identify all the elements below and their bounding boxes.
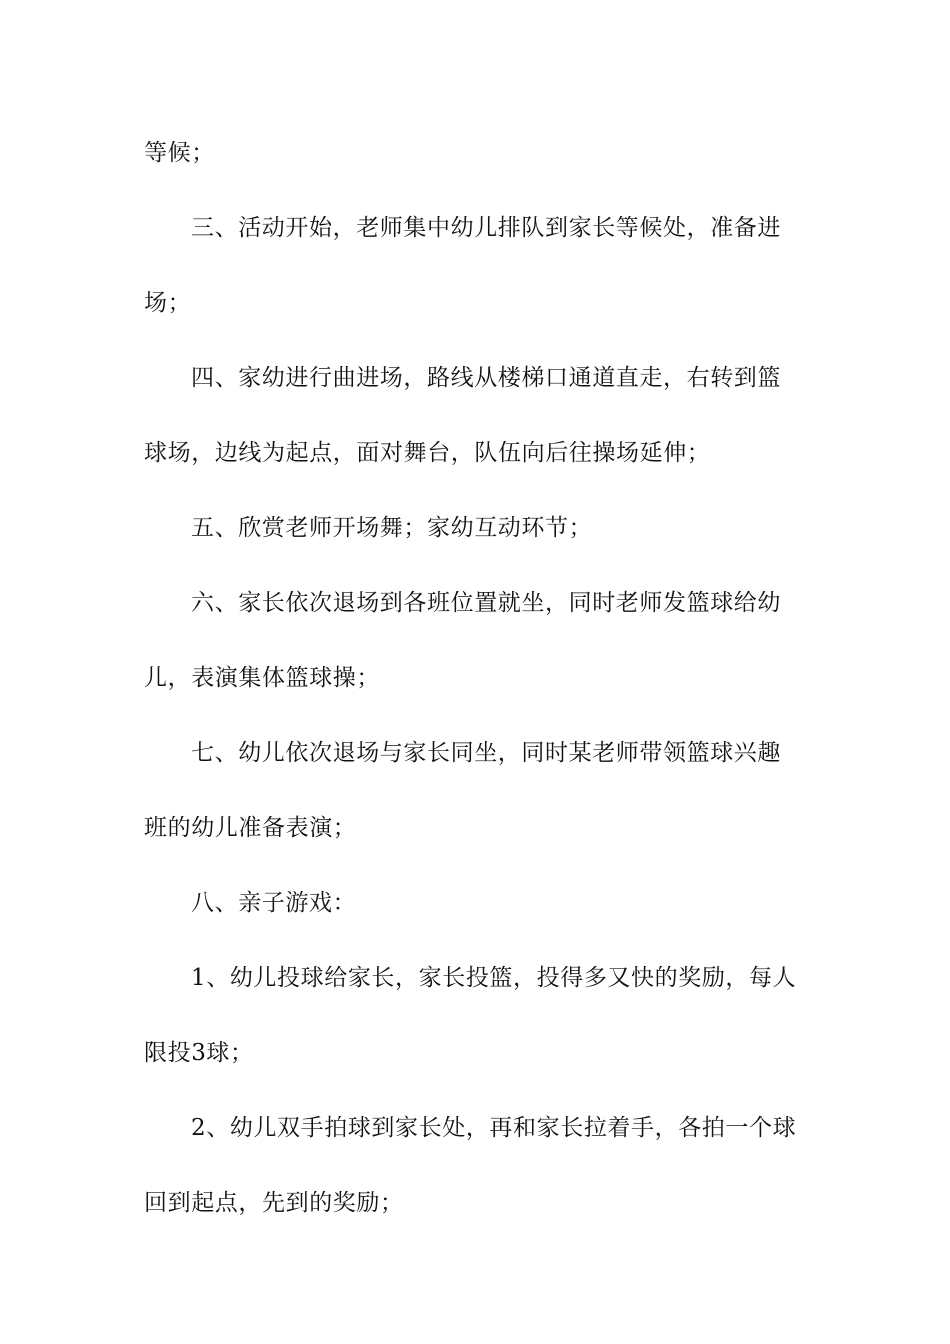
game-item-2-continuation: 回到起点，先到的奖励； — [144, 1190, 404, 1216]
game-item-2-start: 2、幼儿双手拍球到家长处，再和家长拉着手，各拍一个球 — [191, 1115, 797, 1141]
paragraph-5: 五、欣赏老师开场舞；家幼互动环节； — [191, 515, 593, 541]
game-item-1-continuation: 限投3球； — [144, 1040, 254, 1066]
paragraph-6-start: 六、家长依次退场到各班位置就坐，同时老师发篮球给幼 — [191, 590, 781, 616]
paragraph-6-continuation: 儿，表演集体篮球操； — [144, 665, 380, 691]
paragraph-4-start: 四、家幼进行曲进场，路线从楼梯口通道直走，右转到篮 — [191, 365, 781, 391]
paragraph-3-start: 三、活动开始，老师集中幼儿排队到家长等候处，准备进 — [191, 215, 781, 241]
paragraph-7-start: 七、幼儿依次退场与家长同坐，同时某老师带领篮球兴趣 — [191, 740, 781, 766]
game-item-1-start: 1、幼儿投球给家长，家长投篮，投得多又快的奖励，每人 — [191, 965, 797, 991]
paragraph-8-heading: 八、亲子游戏： — [191, 890, 357, 916]
paragraph-4-continuation: 球场，边线为起点，面对舞台，队伍向后往操场延伸； — [144, 440, 711, 466]
text-line-continuation: 等候； — [144, 140, 215, 166]
paragraph-7-continuation: 班的幼儿准备表演； — [144, 815, 357, 841]
paragraph-3-continuation: 场； — [144, 290, 192, 316]
document-body — [144, 123, 808, 1248]
